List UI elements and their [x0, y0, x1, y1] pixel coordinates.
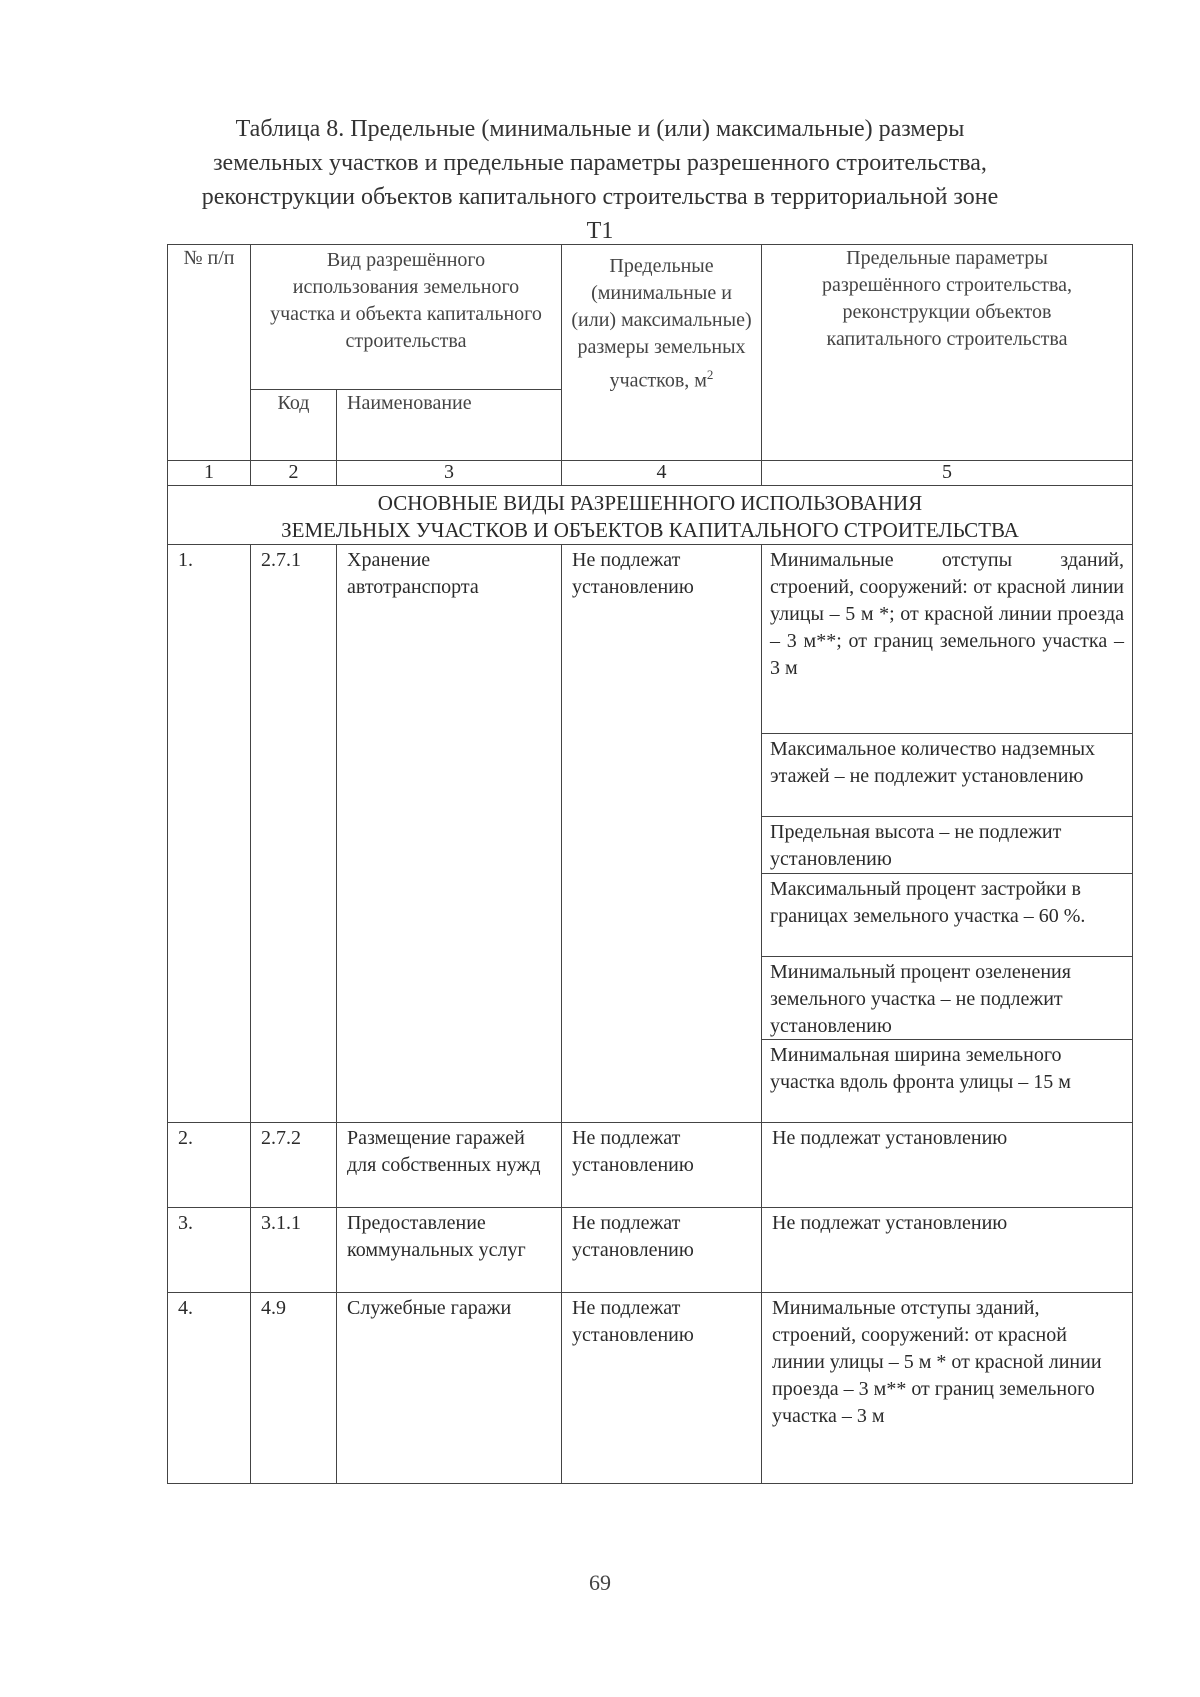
param-coverage: Максимальный процент застройки в границах земельного участка – 60 %. — [762, 874, 1132, 957]
col-number: 5 — [762, 461, 1133, 486]
table-row — [168, 545, 1133, 1123]
row-name: Служебные гаражи — [337, 1293, 562, 1484]
title-line-1: Таблица 8. Предельные (минимальные и (или) максимальные) размеры — [235, 116, 965, 142]
header-row-1 — [168, 245, 1133, 390]
row-params: Не подлежат установлению — [762, 1208, 1133, 1293]
table-row — [168, 1123, 1133, 1208]
table-title — [160, 112, 1040, 248]
param-setbacks: Минимальные отступы зданий, строений, сооружений: от красной линии улицы – 5 м *; от красной линии проезда – 3 м**; от границ земельного участка – 3 м — [762, 545, 1132, 734]
column-numbers-row — [168, 461, 1133, 486]
table-row — [168, 1208, 1133, 1293]
row-num: 4. — [168, 1293, 251, 1484]
row-sizes: Не подлежат установлению — [562, 1123, 762, 1208]
section-heading: ОСНОВНЫЕ ВИДЫ РАЗРЕШЕННОГО ИСПОЛЬЗОВАНИЯ ЗЕМЕЛЬНЫХ УЧАСТКОВ И ОБЪЕКТОВ КАПИТАЛЬНОГО СТРОИТЕЛЬСТВА — [168, 486, 1133, 545]
row-sizes: Не подлежат установлению — [562, 545, 762, 1123]
row-num: 2. — [168, 1123, 251, 1208]
param-greening: Минимальный процент озеленения земельного участка – не подлежит установлению — [762, 957, 1132, 1040]
row-sizes: Не подлежат установлению — [562, 1208, 762, 1293]
row-code: 3.1.1 — [251, 1208, 337, 1293]
row-num: 3. — [168, 1208, 251, 1293]
table-row — [168, 1293, 1133, 1484]
header-name: Наименование — [337, 390, 562, 461]
parameters-table — [167, 244, 1133, 1484]
header-use-type: Вид разрешённого использования земельного участка и объекта капитального строительства — [251, 245, 562, 390]
section-row — [168, 486, 1133, 545]
row-num: 1. — [168, 545, 251, 1123]
title-line-3: реконструкции объектов капитального строительства в территориальной зоне — [201, 184, 999, 210]
col-number: 1 — [168, 461, 251, 486]
col-number: 4 — [562, 461, 762, 486]
row-sizes: Не подлежат установлению — [562, 1293, 762, 1484]
col-number: 3 — [337, 461, 562, 486]
header-sizes: Предельные (минимальные и (или) максимальные) размеры земельных участков, $м^2$ — [562, 245, 762, 461]
page-number: 69 — [589, 1570, 611, 1595]
param-width: Минимальная ширина земельного участка вдоль фронта улицы – 15 м — [770, 1044, 1071, 1093]
row-params: Не подлежат установлению — [762, 1123, 1133, 1208]
param-floors: Максимальное количество надземных этажей – не подлежит установлению — [762, 734, 1132, 817]
param-height: Предельная высота – не подлежит установлению — [762, 817, 1132, 874]
row-code: 4.9 — [251, 1293, 337, 1484]
row-params — [762, 545, 1133, 1123]
header-num: № п/п — [168, 245, 251, 461]
row-code: 2.7.1 — [251, 545, 337, 1123]
header-code: Код — [251, 390, 337, 461]
header-params: Предельные параметры разрешённого строительства, реконструкции объектов капитального строительства — [762, 245, 1133, 461]
title-line-2: земельных участков и предельные параметры разрешенного строительства, — [213, 150, 987, 176]
row-name: Хранение автотранспорта — [337, 545, 562, 1123]
row-params: Минимальные отступы зданий, строений, сооружений: от красной линии улицы – 5 м * от красной линии проезда – 3 м** от границ земельного участка – 3 м — [762, 1293, 1133, 1484]
title-line-4: Т1 — [586, 218, 614, 244]
row-name: Предоставление коммунальных услуг — [337, 1208, 562, 1293]
header-sizes-superscript: 2 — [706, 367, 714, 382]
row-name: Размещение гаражей для собственных нужд — [337, 1123, 562, 1208]
col-number: 2 — [251, 461, 337, 486]
row-code: 2.7.2 — [251, 1123, 337, 1208]
